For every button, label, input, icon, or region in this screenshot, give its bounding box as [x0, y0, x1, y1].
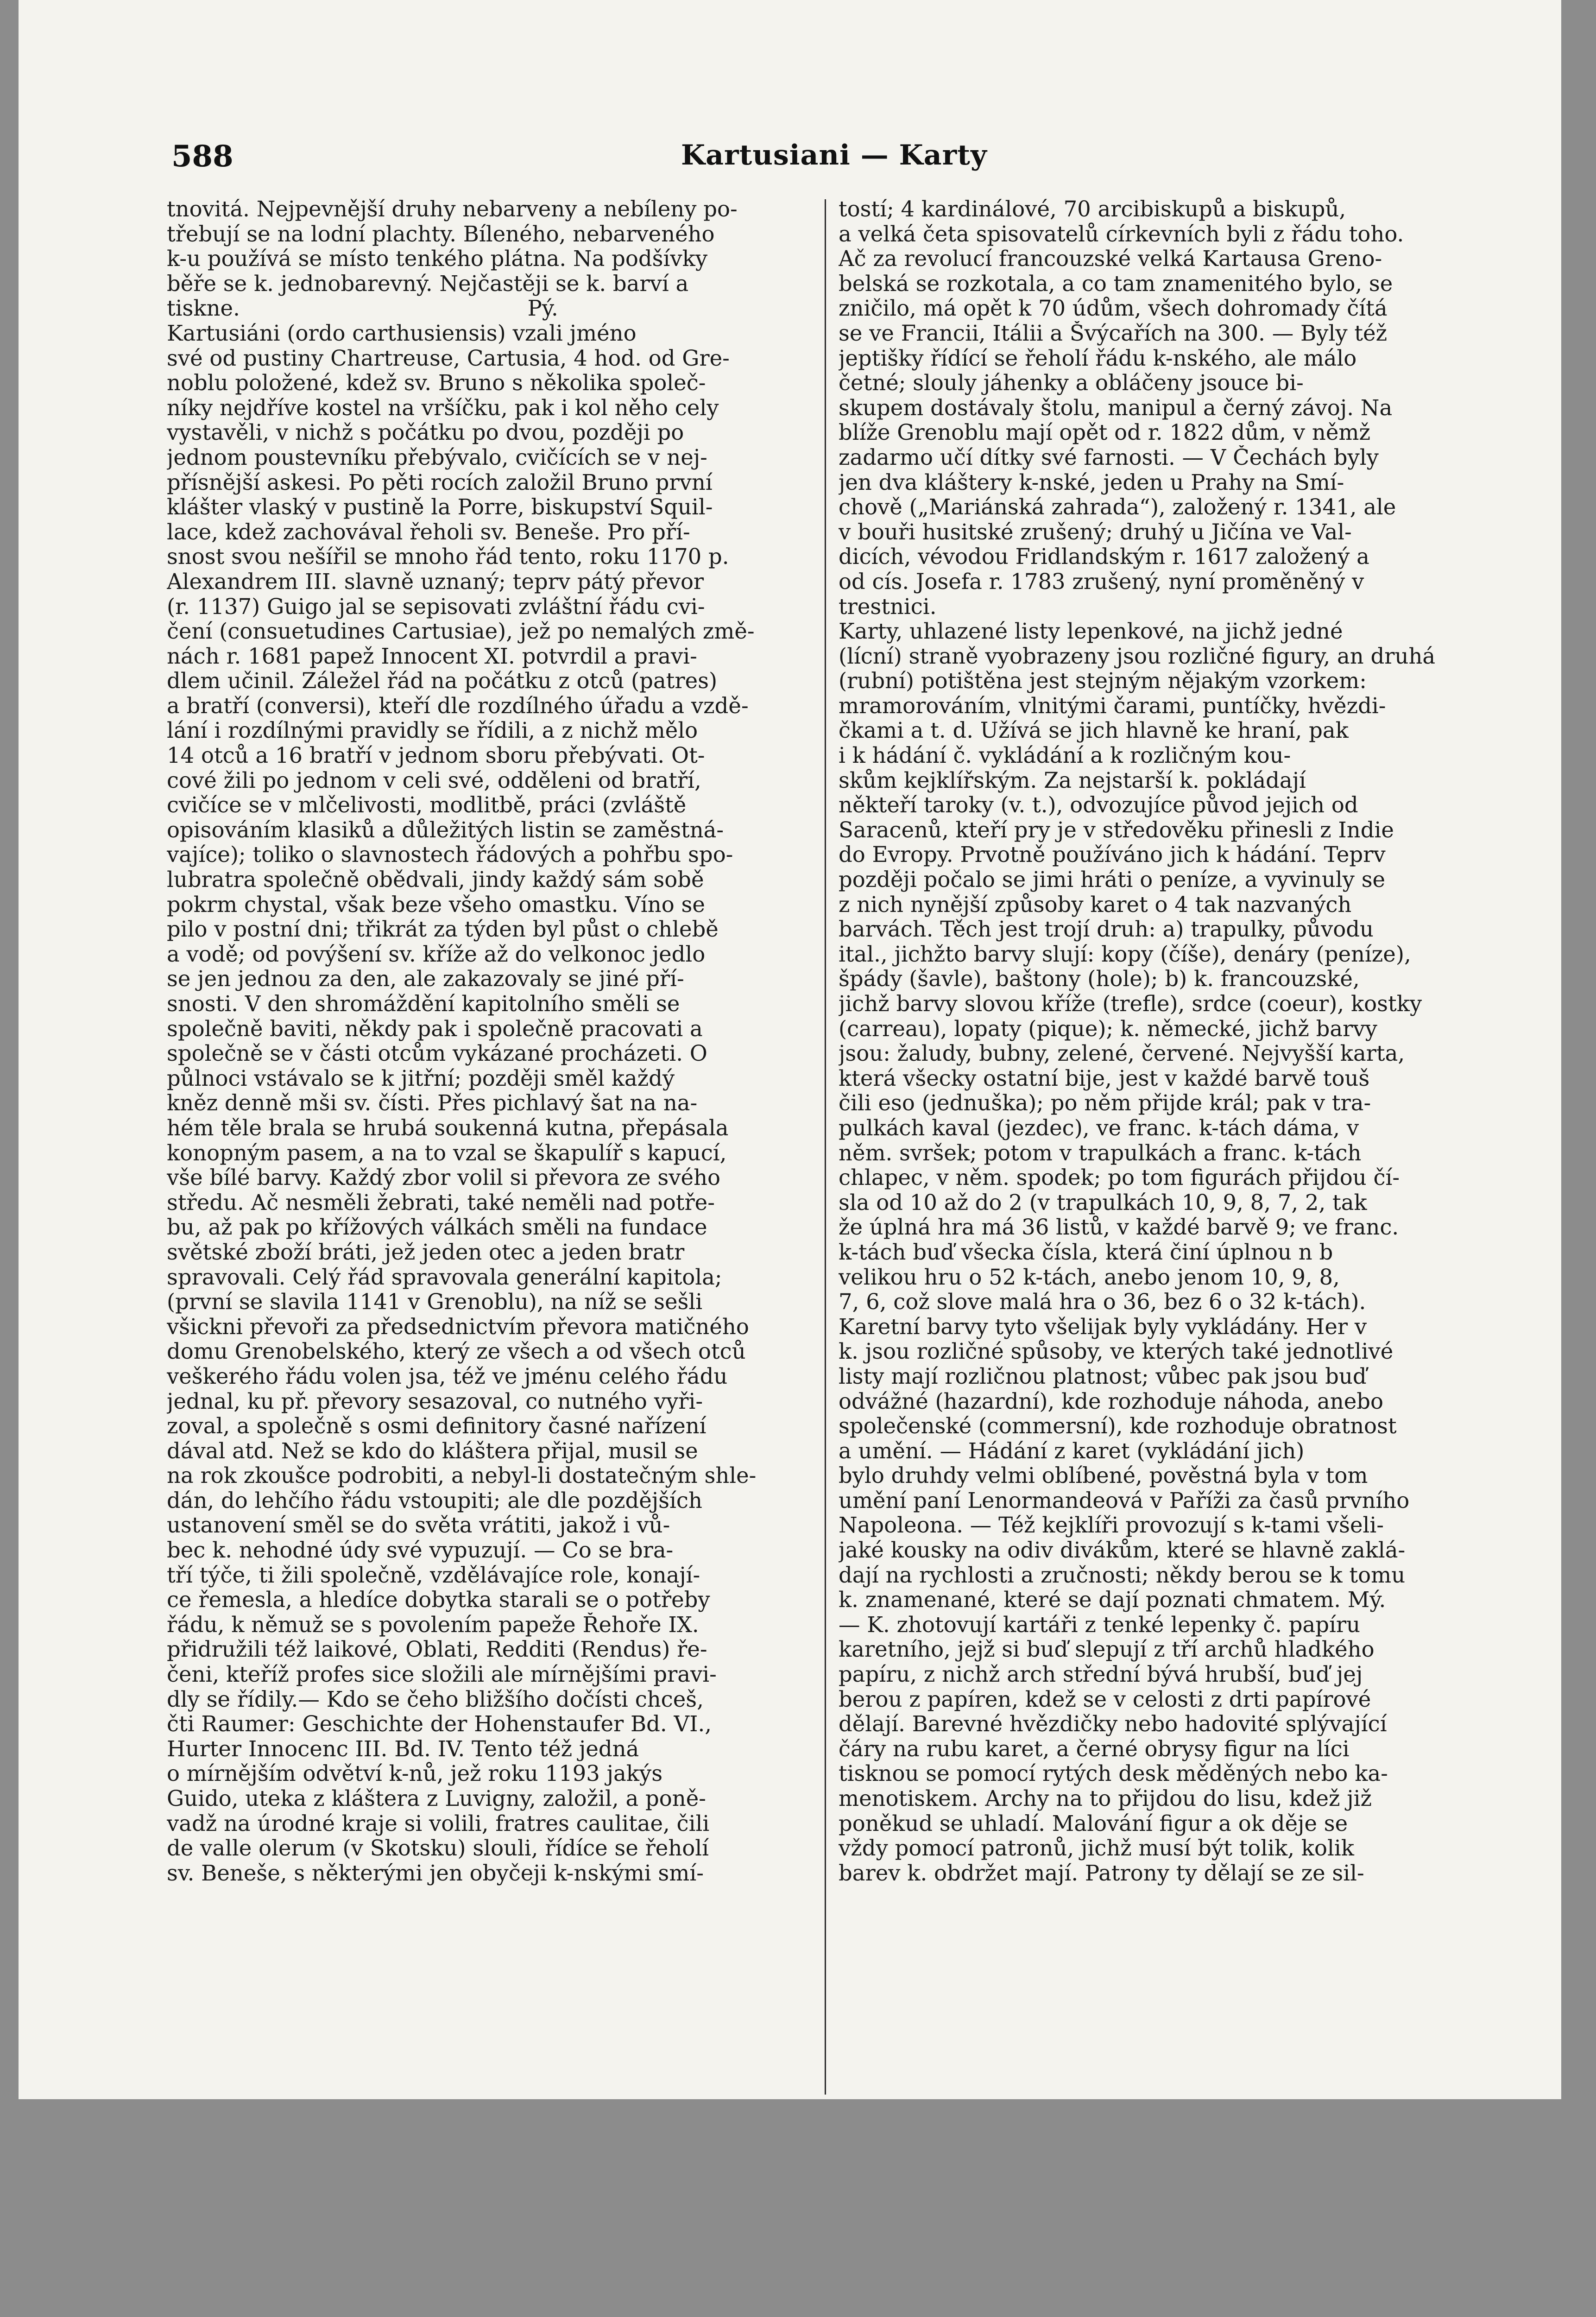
text-line: tří týče, ti žili společně, vzdělávajíce role, konají- [167, 1563, 700, 1588]
text-line: tostí; 4 kardinálové, 70 arcibiskupů a biskupů, [839, 197, 1346, 222]
text-line: zoval, a společně s osmi definitory časné nařízení [167, 1414, 707, 1439]
text-line: Napoleona. — Též kejklíři provozují s k-tami všeli- [839, 1513, 1384, 1538]
text-line: běře se k. jednobarevný. Nejčastěji se k. barví a [167, 271, 689, 296]
text-line: konopným pasem, a na to vzal se škapulíř s kapucí, [167, 1140, 727, 1165]
text-line: menotiskem. Archy na to přijdou do lisu, kdež již [839, 1786, 1372, 1811]
text-line: dlem učinil. Záležel řád na počátku z otců (patres) [167, 669, 718, 694]
text-line: společně se v části otcům vykázané procházeti. O [167, 1041, 707, 1066]
left-column [167, 197, 815, 1886]
text-line: společenské (commersní), kde rozhoduje obratnost [839, 1414, 1397, 1439]
text-line: Ač za revolucí francouzské velká Kartausa Greno- [839, 247, 1382, 272]
text-line: která všecky ostatní bije, jest v každé barvě touš [839, 1066, 1370, 1091]
text-line: ce řemesla, a hledíce dobytka starali se o potřeby [167, 1588, 710, 1613]
text-line: přísnější askesi. Po pěti rocích založil Bruno první [167, 470, 713, 495]
text-line: se ve Francii, Itálii a Švýcařích na 300. — Byly též [839, 321, 1388, 346]
text-line: 14 otců a 16 bratří v jednom sboru přebývati. Ot- [167, 743, 705, 768]
text-line: listy mají rozličnou platnost; vůbec pak jsou buď [839, 1364, 1367, 1389]
text-line: bu, až pak po křížových válkách směli na fundace [167, 1215, 707, 1240]
text-line: čáry na rubu karet, a černé obrysy figur na líci [839, 1736, 1350, 1761]
text-line: ital., jichžto barvy slují: kopy (číše), denáry (peníze), [839, 942, 1411, 967]
text-line: zadarmo učí dítky své farnosti. — V Čechách byly [839, 445, 1379, 470]
text-line: k-tách buď všecka čísla, která činí úplnou n b [839, 1240, 1333, 1265]
text-line: sv. Beneše, s některými jen obyčeji k-nskými smí- [167, 1861, 704, 1886]
text-line: klášter vlaský v pustině la Porre, biskupství Squil- [167, 495, 713, 520]
text-line: vše bílé barvy. Každý zbor volil si převora ze svého [167, 1165, 721, 1190]
text-line: tnovitá. Nejpevnější druhy nebarveny a nebíleny po- [167, 197, 738, 222]
text-line: společně baviti, někdy pak i společně pracovati a [167, 1016, 703, 1041]
text-line: — K. zhotovují kartáři z tenké lepenky č. papíru [839, 1612, 1361, 1637]
text-line: (carreau), lopaty (pique); k. německé, jichž barvy [839, 1016, 1377, 1041]
text-line: (r. 1137) Guigo jal se sepisovati zvláštní řádu cvi- [167, 594, 705, 619]
text-line: jednom poustevníku přebývalo, cvičících se v nej- [167, 445, 707, 470]
text-line: sla od 10 až do 2 (v trapulkách 10, 9, 8, 7, 2, tak [839, 1190, 1367, 1215]
text-line: že úplná hra má 36 listů, v každé barvě 9; ve franc. [839, 1215, 1399, 1240]
text-line: na rok zkoušce podrobiti, a nebyl-li dostatečným shle- [167, 1463, 757, 1488]
text-line: četné; slouly jáhenky a obláčeny jsouce bi- [839, 371, 1304, 396]
text-line: Karty, uhlazené listy lepenkové, na jichž jedné [839, 619, 1343, 644]
text-line: skupem dostávaly štolu, manipul a černý závoj. Na [839, 395, 1393, 420]
text-line: cové žili po jednom v celi své, odděleni od bratří, [167, 768, 701, 793]
text-line: v bouři husitské zrušený; druhý u Jičína ve Val- [839, 519, 1352, 544]
text-line: papíru, z nichž arch střední bývá hrubší, buď jej [839, 1662, 1363, 1687]
text-line: domu Grenobelského, který ze všech a od všech otců [167, 1339, 746, 1364]
text-line: později počalo se jimi hráti o peníze, a vyvinuly se [839, 867, 1386, 893]
text-line: všickni převoři za předsednictvím převora matičného [167, 1314, 749, 1339]
text-line: přidružili též laikové, Oblati, Redditi (Rendus) ře- [167, 1637, 707, 1662]
text-line: snost svou nešířil se mnoho řád tento, roku 1170 p. [167, 544, 729, 570]
text-line: třebují se na lodní plachty. Bíleného, nebarveného [167, 222, 715, 247]
text-line: de valle olerum (v Skotsku) slouli, řídíce se řeholí [167, 1836, 709, 1861]
text-line: bec k. nehodné údy své vypuzují. — Co se bra- [167, 1538, 674, 1563]
text-line: chově („Mariánská zahrada“), založený r. 1341, ale [839, 495, 1396, 520]
text-line: tisknou se pomocí rytých desk měděných nebo ka- [839, 1761, 1388, 1786]
text-line: belská se rozkotala, a co tam znamenitého bylo, se [839, 271, 1393, 296]
text-line: Saracenů, kteří pry je v středověku přinesli z Indie [839, 817, 1394, 842]
text-line: tiskne. Pý. [167, 296, 558, 321]
text-line: níky nejdříve kostel na vršíčku, pak i kol něho cely [167, 395, 719, 420]
text-line: barvách. Těch jest trojí druh: a) trapulky, původu [839, 917, 1374, 942]
text-line: ustanovení směl se do světa vrátiti, jakož i vů- [167, 1513, 670, 1538]
text-line: skům kejklířským. Za nejstarší k. pokládají [839, 768, 1306, 793]
text-line: blíže Grenoblu mají opět od r. 1822 dům, v němž [839, 420, 1370, 445]
running-head: Kartusiani — Karty [681, 139, 987, 171]
text-line: poněkud se uhladí. Malování figur a ok děje se [839, 1811, 1348, 1836]
text-line: se jen jednou za den, ale zakazovaly se jiné pří- [167, 967, 684, 992]
text-line: půlnoci vstávalo se k jitřní; později směl každý [167, 1066, 675, 1091]
text-line: Hurter Innocenc III. Bd. IV. Tento též jedná [167, 1736, 639, 1761]
text-line: do Evropy. Prvotně používáno jich k hádání. Teprv [839, 842, 1386, 867]
text-line: k. znamenané, které se dají poznati chmatem. Mý. [839, 1588, 1386, 1613]
text-line: vadž na úrodné kraje si volili, fratres caulitae, čili [167, 1811, 710, 1836]
text-line: dly se řídily.— Kdo se čeho bližšího dočísti chceš, [167, 1687, 704, 1712]
text-line: vystavěli, v nichž s počátku po dvou, později po [167, 420, 684, 445]
text-line: (lícní) straně vyobrazeny jsou rozličné figury, an druhá [839, 644, 1436, 669]
text-line: pilo v postní dni; třikrát za týden byl půst o chlebě [167, 917, 719, 942]
text-line: mramorováním, vlnitými čarami, puntíčky, hvězdi- [839, 693, 1386, 718]
text-line: noblu položené, kdež sv. Bruno s několika společ- [167, 371, 706, 396]
right-column [839, 197, 1487, 1886]
text-line: hém těle brala se hrubá soukenná kutna, přepásala [167, 1115, 729, 1140]
text-line: dával atd. Než se kdo do kláštera přijal, musil se [167, 1438, 698, 1463]
text-line: kněz denně mši sv. čísti. Přes pichlavý šat na na- [167, 1091, 698, 1116]
text-line: zničilo, má opět k 70 údům, všech dohromady čítá [839, 296, 1388, 321]
text-line: velikou hru o 52 k-tách, anebo jenom 10, 9, 8, [839, 1265, 1340, 1290]
text-line: spravovali. Celý řád spravovala generální kapitola; [167, 1265, 722, 1290]
text-line: a vodě; od povýšení sv. kříže až do velkonoc jedlo [167, 942, 706, 967]
text-line: a bratří (conversi), kteří dle rozdílného úřadu a vzdě- [167, 693, 749, 718]
text-line: o mírnějším odvětví k-nů, jež roku 1193 jakýs [167, 1761, 663, 1786]
text-line: dán, do lehčího řádu vstoupiti; ale dle pozdějších [167, 1488, 702, 1513]
text-line: jen dva kláštery k-nské, jeden u Prahy na Smí- [839, 470, 1344, 495]
text-line: jichž barvy slovou kříže (trefle), srdce (coeur), kostky [839, 992, 1422, 1016]
text-line: jaké kousky na odiv divákům, které se hlavně zaklá- [839, 1538, 1406, 1563]
dictionary-page [19, 0, 1561, 2099]
text-line: nách r. 1681 papež Innocent XI. potvrdil a pravi- [167, 644, 697, 669]
text-line: trestnici. [839, 594, 937, 619]
text-line: a velká četa spisovatelů církevních byli z řádu toho. [839, 222, 1404, 247]
text-line: Karetní barvy tyto všelijak byly vykládány. Her v [839, 1314, 1367, 1339]
text-line: dělají. Barevné hvězdičky nebo hadovité splývající [839, 1712, 1387, 1737]
text-line: jeptišky řídící se řeholí řádu k-nského, ale málo [839, 346, 1357, 371]
text-line: berou z papíren, kdež se v celosti z drti papírové [839, 1687, 1371, 1712]
text-line: lubratra společně obědvali, jindy každý sám sobě [167, 867, 704, 893]
text-line: Guido, uteka z kláštera z Luvigny, založil, a poně- [167, 1786, 706, 1811]
text-line: chlapec, v něm. spodek; po tom figurách přijdou čí- [839, 1165, 1400, 1190]
text-line: od cís. Josefa r. 1783 zrušený, nyní proměněný v [839, 569, 1364, 594]
text-line: bylo druhdy velmi oblíbené, pověstná byla v tom [839, 1463, 1368, 1488]
text-line: lace, kdež zachovával řeholi sv. Beneše. Pro pří- [167, 519, 690, 544]
text-line: z nich nynější způsoby karet o 4 tak nazvaných [839, 892, 1352, 917]
text-line: lání i rozdílnými pravidly se řídili, a z nichž mělo [167, 718, 698, 743]
text-line: pokrm chystal, však beze všeho omastku. Víno se [167, 892, 705, 917]
text-line: barev k. obdržet mají. Patrony ty dělají se ze sil- [839, 1861, 1364, 1886]
text-line: a umění. — Hádání z karet (vykládání jich) [839, 1438, 1305, 1463]
text-line: pulkách kaval (jezdec), ve franc. k-tách dáma, v [839, 1115, 1359, 1140]
text-line: odvážné (hazardní), kde rozhoduje náhoda, anebo [839, 1389, 1384, 1414]
text-line: dají na rychlosti a zručnosti; někdy berou se k tomu [839, 1563, 1406, 1588]
text-line: vždy pomocí patronů, jichž musí být tolik, kolik [839, 1836, 1354, 1861]
text-line: 7, 6, což slove malá hra o 36, bez 6 o 32 k-tách). [839, 1290, 1366, 1315]
text-line: světské zboží bráti, jež jeden otec a jeden bratr [167, 1240, 685, 1265]
text-line: řádu, k němuž se s povolením papeže Řehoře IX. [167, 1612, 699, 1637]
text-line: něm. svršek; potom v trapulkách a franc. k-tách [839, 1140, 1362, 1165]
text-line: opisováním klasiků a důležitých listin se zaměstná- [167, 817, 724, 842]
text-line: (první se slavila 1141 v Grenoblu), na níž se sešli [167, 1290, 703, 1315]
text-line: dicích, vévodou Fridlandským r. 1617 založený a [839, 544, 1369, 570]
text-line: někteří taroky (v. t.), odvozujíce původ jejich od [839, 793, 1358, 818]
text-line: vajíce); toliko o slavnostech řádových a pohřbu spo- [167, 842, 733, 867]
text-line: čili eso (jednuška); po něm přijde král; pak v tra- [839, 1091, 1371, 1116]
text-line: k. jsou rozličné spůsoby, ve kterých také jednotlivé [839, 1339, 1394, 1364]
text-line: veškerého řádu volen jsa, též ve jménu celého řádu [167, 1364, 728, 1389]
text-line: čeni, kteříž profes sice složili ale mírnějšími pravi- [167, 1662, 717, 1687]
text-line: čti Raumer: Geschichte der Hohenstaufer Bd. VI., [167, 1712, 712, 1737]
text-line: karetního, jejž si buď slepují z tří archů hladkého [839, 1637, 1375, 1662]
text-line: jednal, ku př. převory sesazoval, co nutného vyři- [167, 1389, 703, 1414]
text-line: špády (šavle), baštony (hole); b) k. francouzské, [839, 967, 1360, 992]
text-line: umění paní Lenormandeová v Paříži za časů prvního [839, 1488, 1410, 1513]
text-line: své od pustiny Chartreuse, Cartusia, 4 hod. od Gre- [167, 346, 730, 371]
text-line: středu. Ač nesměli žebrati, také neměli nad potře- [167, 1190, 715, 1215]
page-number: 588 [171, 139, 233, 174]
text-line: jsou: žaludy, bubny, zelené, červené. Nejvyšší karta, [839, 1041, 1405, 1066]
text-line: čení (consuetudines Cartusiae), jež po nemalých změ- [167, 619, 755, 644]
text-line: snosti. V den shromáždění kapitolního směli se [167, 992, 680, 1016]
text-line: k-u používá se místo tenkého plátna. Na podšívky [167, 247, 708, 272]
text-line: Kartusiáni (ordo carthusiensis) vzali jméno [167, 321, 637, 346]
text-line: cvičíce se v mlčelivosti, modlitbě, práci (zvláště [167, 793, 687, 818]
column-divider [825, 199, 826, 2095]
text-line: Alexandrem III. slavně uznaný; teprv pátý převor [167, 569, 704, 594]
text-line: čkami a t. d. Užívá se jich hlavně ke hraní, pak [839, 718, 1349, 743]
text-line: (rubní) potištěna jest stejným nějakým vzorkem: [839, 669, 1367, 694]
text-line: i k hádání č. vykládání a k rozličným kou- [839, 743, 1291, 768]
